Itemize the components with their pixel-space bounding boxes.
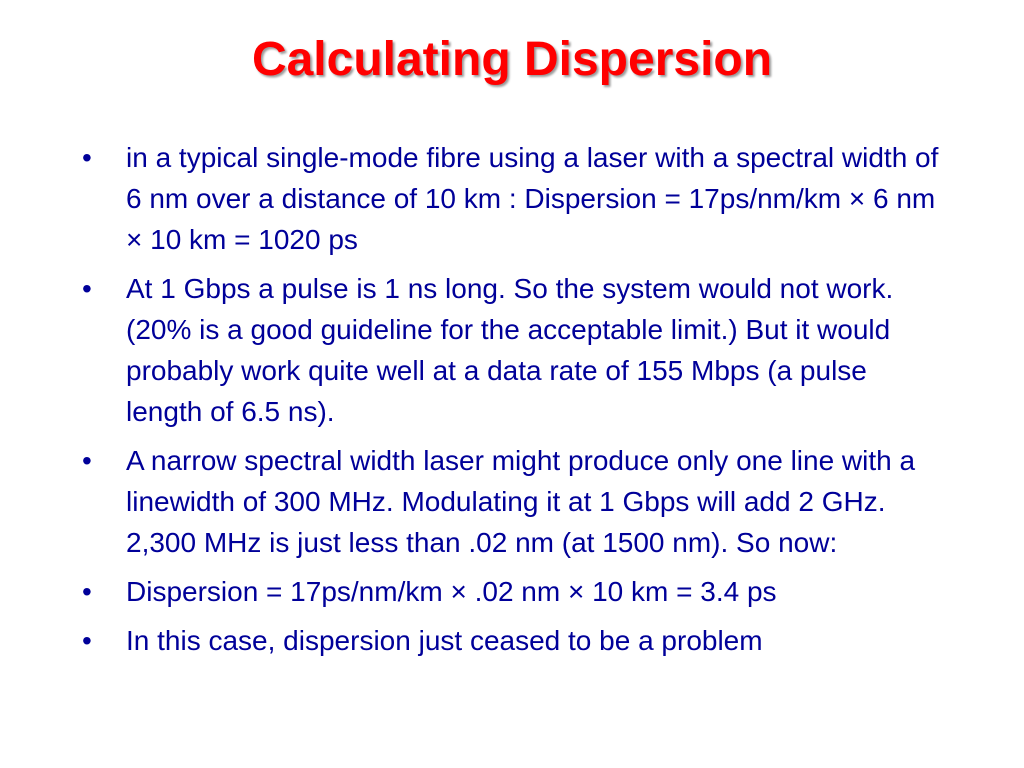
bullet-text: Dispersion = 17ps/nm/km × .02 nm × 10 km = 3.4 ps — [126, 576, 777, 607]
bullet-text: A narrow spectral width laser might produce only one line with a linewidth of 300 MHz. Modulating it at 1 Gbps will add 2 GHz. 2,300 MHz is just less than .02 nm (at 1500 nm). So now: — [126, 445, 916, 558]
bullet-item — [80, 620, 940, 661]
bullet-item — [80, 268, 940, 432]
bullet-item — [80, 571, 940, 612]
bullet-icon: • — [82, 445, 92, 476]
bullet-text: in a typical single-mode fibre using a laser with a spectral width of 6 nm over a distance of 10 km : Dispersion = 17ps/nm/km × 6 nm × 10 km = 1020 ps — [126, 142, 939, 255]
bullet-text: At 1 Gbps a pulse is 1 ns long. So the system would not work. (20% is a good guideline for the acceptable limit.) But it would probably work quite well at a data rate of 155 Mbps (a pulse length of 6.5 ns). — [126, 273, 894, 427]
bullet-item — [80, 440, 940, 563]
bullet-item — [80, 137, 940, 260]
slide-title: Calculating Dispersion — [251, 33, 773, 86]
bullet-icon: • — [82, 625, 92, 656]
bullet-text: In this case, dispersion just ceased to be a problem — [126, 625, 763, 656]
bullet-icon: • — [82, 142, 92, 173]
bullet-icon: • — [82, 576, 92, 607]
bullet-list — [80, 137, 940, 669]
bullet-icon: • — [82, 273, 92, 304]
